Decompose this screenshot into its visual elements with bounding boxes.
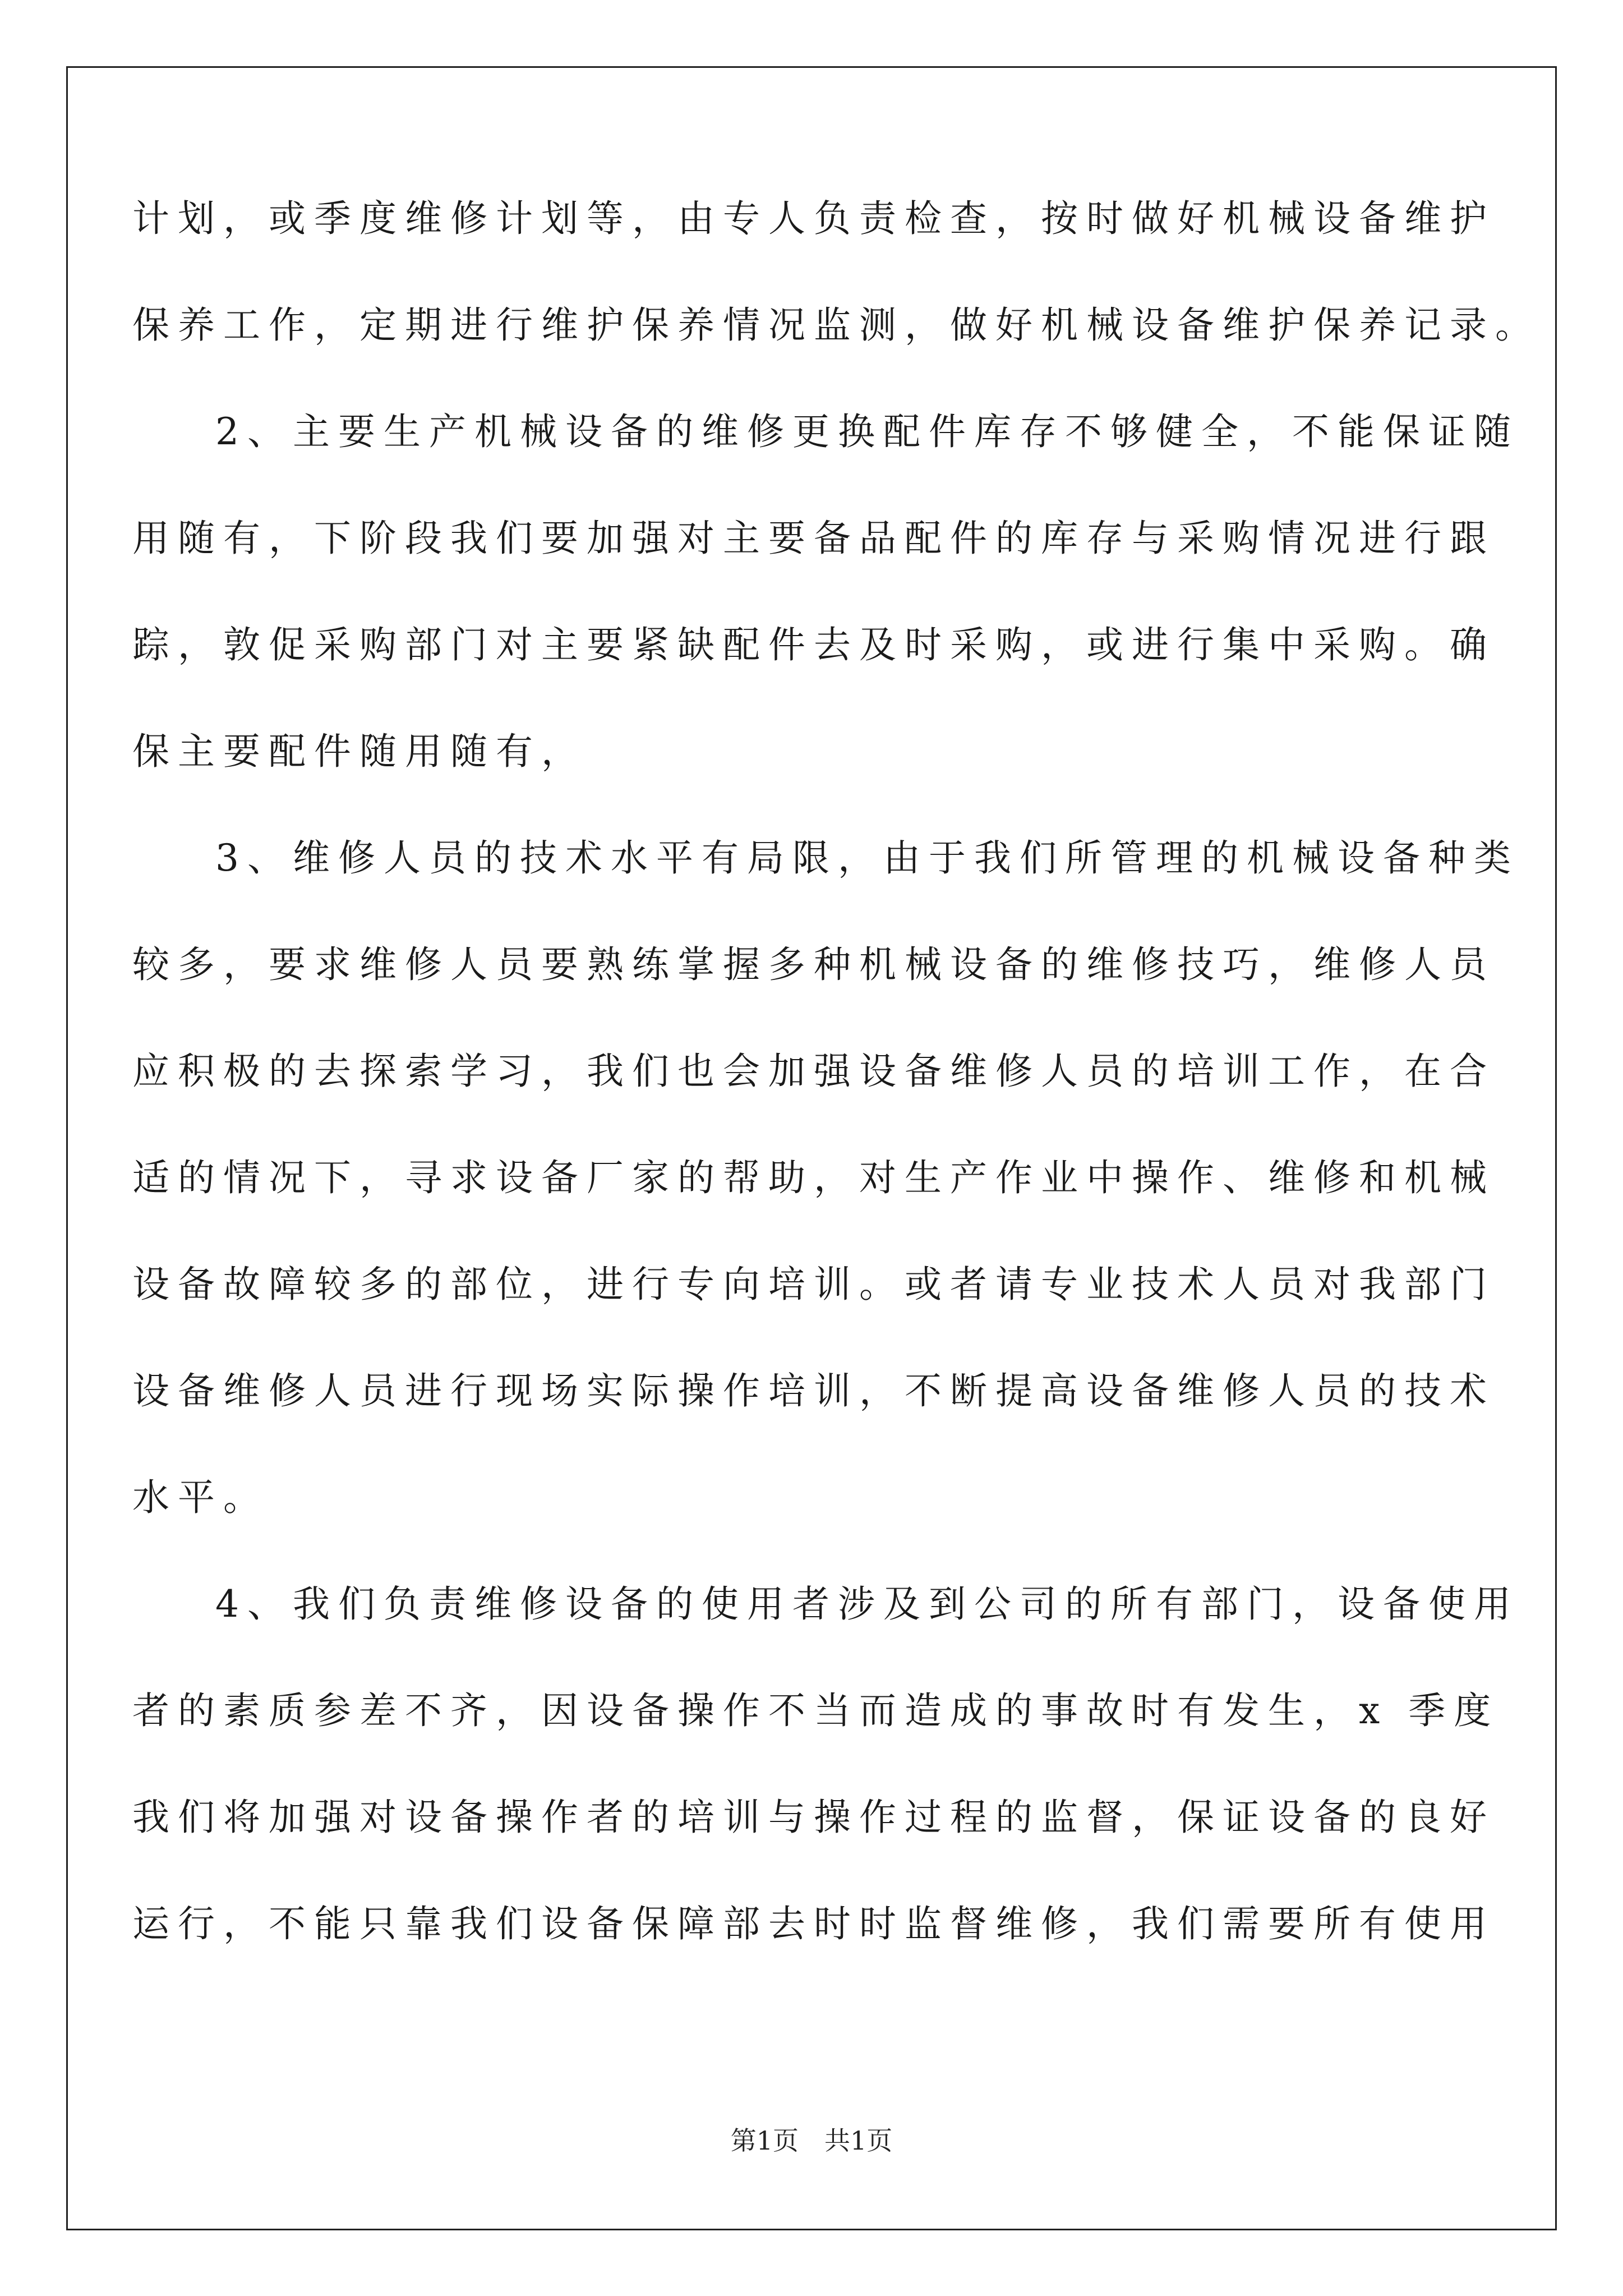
- page-number-footer: 第1页 共1页: [730, 2125, 893, 2156]
- text-line: 应积极的去探索学习，我们也会加强设备维修人员的培训工作，在合: [132, 1050, 1495, 1093]
- paragraph-start-line: 3、维修人员的技术水平有局限，由于我们所管理的机械设备种类: [215, 836, 1519, 880]
- text-line: 水平。: [132, 1476, 269, 1519]
- text-line: 计划，或季度维修计划等，由专人负责检查，按时做好机械设备维护: [132, 197, 1495, 240]
- text-line: 设备维修人员进行现场实际操作培训，不断提高设备维修人员的技术: [132, 1369, 1495, 1412]
- text-line: 运行，不能只靠我们设备保障部去时时监督维修，我们需要所有使用: [132, 1902, 1495, 1945]
- text-line: 保主要配件随用随有，: [132, 730, 587, 773]
- text-line: 踪，敦促采购部门对主要紧缺配件去及时采购，或进行集中采购。确: [132, 623, 1495, 666]
- text-line: 我们将加强对设备操作者的培训与操作过程的监督，保证设备的良好: [132, 1796, 1495, 1839]
- text-line: 较多，要求维修人员要熟练掌握多种机械设备的维修技巧，维修人员: [132, 943, 1495, 986]
- text-line: 设备故障较多的部位，进行专向培训。或者请专业技术人员对我部门: [132, 1263, 1495, 1306]
- text-line: 保养工作，定期进行维护保养情况监测，做好机械设备维护保养记录。: [132, 303, 1541, 347]
- paragraph-start-line: 2、主要生产机械设备的维修更换配件库存不够健全，不能保证随: [215, 410, 1519, 453]
- text-line: 者的素质参差不齐，因设备操作不当而造成的事故时有发生，x 季度: [132, 1689, 1500, 1732]
- paragraph-start-line: 4、我们负责维修设备的使用者涉及到公司的所有部门，设备使用: [215, 1582, 1519, 1626]
- text-line: 用随有，下阶段我们要加强对主要备品配件的库存与采购情况进行跟: [132, 517, 1495, 560]
- text-line: 适的情况下，寻求设备厂家的帮助，对生产作业中操作、维修和机械: [132, 1156, 1495, 1199]
